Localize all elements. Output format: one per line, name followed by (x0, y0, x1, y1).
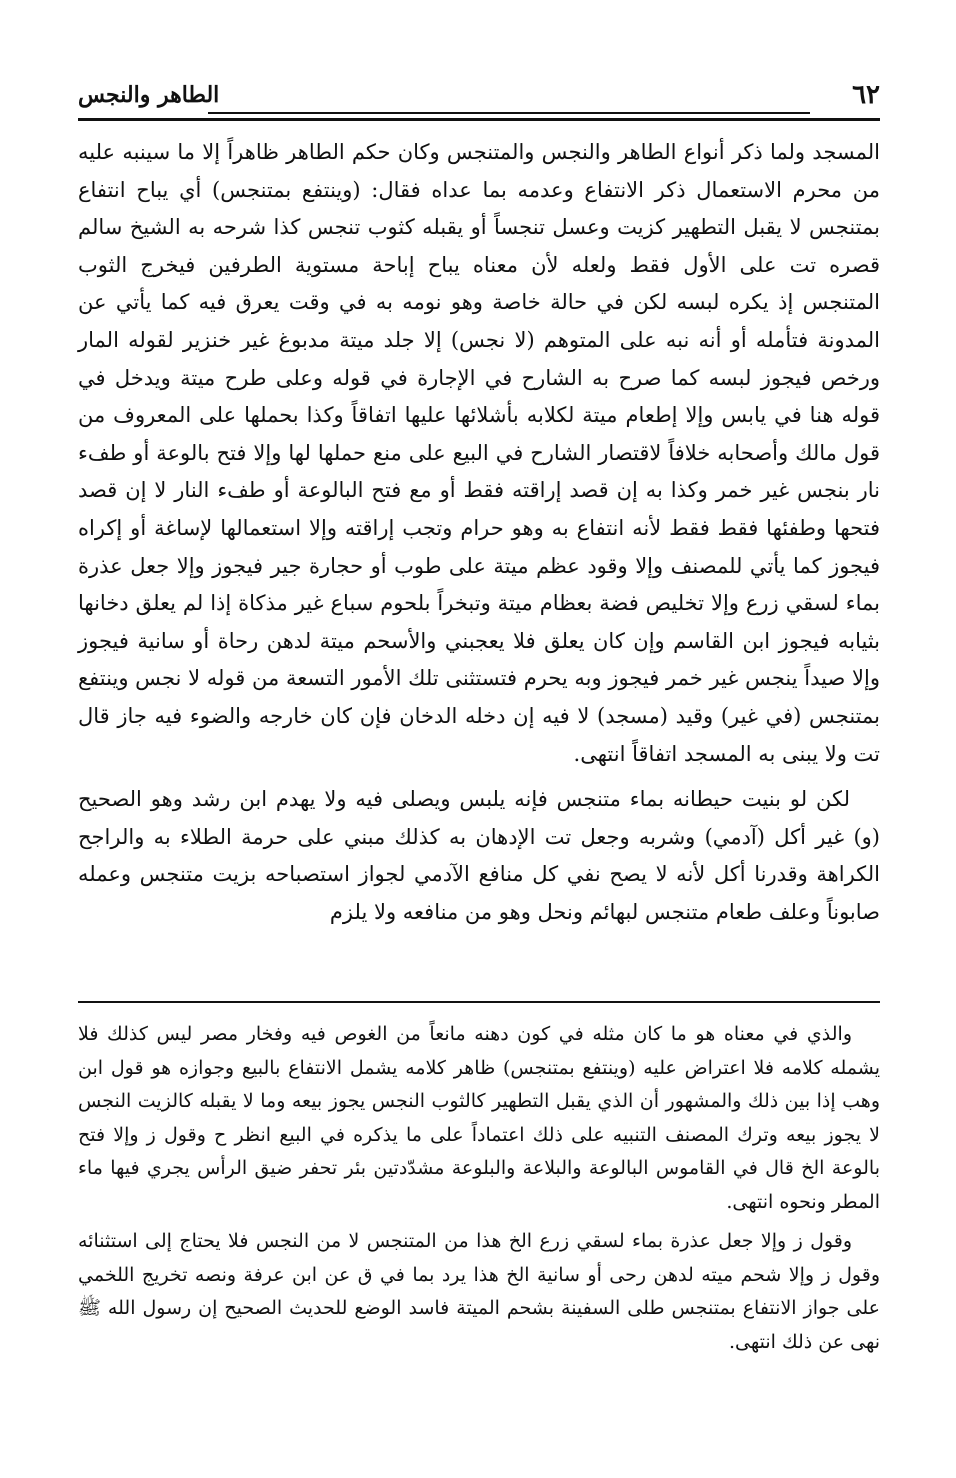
header-rule (78, 118, 880, 121)
page-number: ٦٢ (852, 80, 880, 110)
main-paragraph-2: لكن لو بنيت حيطانه بماء متنجس فإنه يلبس ويصلى فيه ولا يهدم ابن رشد وهو الصحيح (و) غير أكل (آدمي) وشربه وجعل تت الإدهان به كذلك مبني على حرمة الطلاء به والراجح الكراهة وقدرنا أكل لأنه لا يصح نفي كل منافع الآدمي لجواز استصباحه بزيت متنجس وعمله صابوناً وعلف طعام متنجس لبهائم ونحل وهو من منافعه ولا يلزم (78, 787, 880, 924)
main-text (78, 134, 880, 931)
page-header (78, 78, 880, 122)
running-title: الطاهر والنجس (78, 82, 220, 108)
footnotes (78, 1018, 880, 1359)
main-paragraph-1: المسجد ولما ذكر أنواع الطاهر والنجس والمتنجس وكان حكم الطاهر ظاهراً إلا ما سينبه عليه من محرم الاستعمال ذكر الانتفاع وعدمه بما عداه فقال: (وينتفع بمتنجس) أي يباح انتفاع بمتنجس لا يقبل التطهير كزيت وعسل تنجساً أو يقبله كثوب تنجس كذا شرحه به الشيخ سالم قصره تت على الأول فقط ولعله لأن معناه يباح إباحة مستوية الطرفين فيخرج الثوب المتنجس إذ يكره لبسه لكن في حالة خاصة وهو نومه به في وقت يعرق فيه كما يأتي عن المدونة فتأمله أو أنه نبه على المتوهم (لا نجس) إلا جلد ميتة مدبوغ غير خنزير لقوله المار ورخص فيجوز لبسه كما صرح به الشارح في الإجارة في قوله وعلى طرح ميتة ويدخل في قوله هنا في يابس وإلا إطعام ميتة لكلابه بأشلائها عليها اتفاقاً وكذا بحملها على المعروف من قول مالك وأصحابه خلافاً لاقتصار الشارح في البيع على منع حملها لها وإلا فتح بالوعة أو طفء نار بنجس غير خمر وكذا به إن قصد إراقته فقط أو مع فتح البالوعة أو طفء النار لا إن قصد فتحها وطفئها فقط فقط لأنه انتفاع به وهو حرام وتجب إراقته وإلا استعمالها لإساغة أو إكراه فيجوز كما يأتي للمصنف وإلا وقود عظم ميتة على طوب أو حجارة جير فيجوز وإلا جعل عذرة بماء لسقي زرع وإلا تخليص فضة بعظام ميتة وتبخراً بلحوم سباع غير مذكاة إذا لم يعلق دخانها بثيابه فيجوز ابن القاسم وإن كان يعلق فلا يعجبني والأسحم ميتة لدهن رحاة أو سانية فيجوز وإلا صيداً ينجس غير خمر فيجوز وبه يحرم فتستثنى تلك الأمور التسعة من قوله لا نجس وينتفع بمتنجس (في غير) وقيد (مسجد) لا فيه إن دخله الدخان فإن كان خارجه والضوء فيه جاز قال تت ولا يبنى به المسجد اتفاقاً انتهى. (78, 140, 880, 766)
footnote-2: وقول ز وإلا جعل عذرة بماء لسقي زرع الخ هذا من المتنجس لا من النجس فلا يحتاج إلى استثنائه وقول ز وإلا شحم ميته لدهن رحى أو سانية الخ هذا يرد بما في ق عن ابن عرفة ونصه تخريج اللخمي على جواز الانتفاع بمتنجس طلى السفينة بشحم الميتة فاسد الوضع للحديث الصحيح إن رسول الله ﷺ نهى عن ذلك انتهى. (78, 1230, 880, 1353)
footnote-1: والذي في معناه هو ما كان مثله في كون دهنه مانعاً من الغوص فيه وفخار مصر ليس كذلك فلا يشمله كلامه فلا اعتراض عليه (وينتفع بمتنجس) ظاهر كلامه يشمل الانتفاع بالبيع وجوازه هو قول ابن وهب إذا بين ذلك والمشهور أن الذي يقبل التطهير كالثوب النجس يجوز بيعه وما لا يقبله كالزيت النجس لا يجوز بيعه وترك المصنف التنبيه على ذلك اعتماداً على ما يذكره في البيع انظر ح وقول ز وإلا فتح بالوعة الخ قال في القاموس البالوعة والبلاعة والبلوعة مشدّدتين بئر تحفر ضيق الرأس يجري فيها ماء المطر ونحوه انتهى. (78, 1023, 880, 1213)
header-thin-rule (208, 112, 810, 114)
footnote-separator (78, 1001, 880, 1003)
